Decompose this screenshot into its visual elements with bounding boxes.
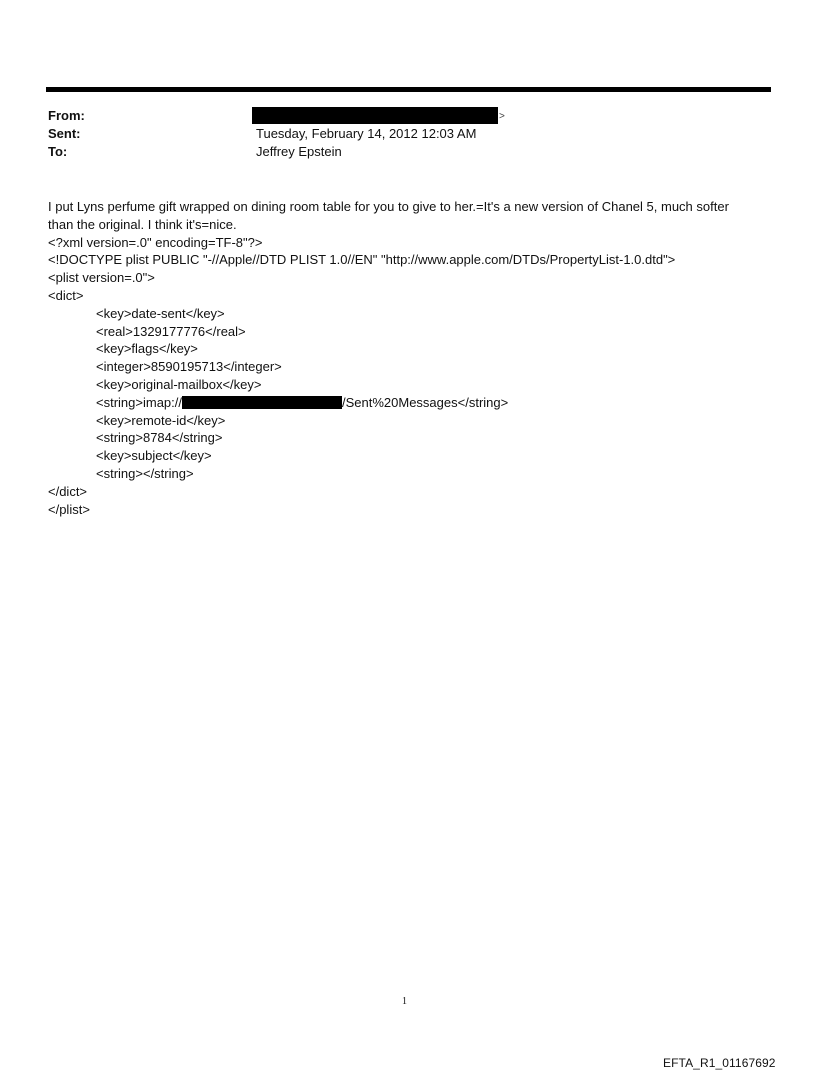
from-redaction-tail: > <box>499 111 505 122</box>
imap-prefix: <string>imap:// <box>96 394 182 410</box>
plist-close-tag: </plist> <box>48 501 90 517</box>
sent-value: Tuesday, February 14, 2012 12:03 AM <box>256 126 477 141</box>
sent-row <box>48 125 768 143</box>
plist-entry: <key>remote-id</key> <box>96 412 226 428</box>
plist-entry: <key>original-mailbox</key> <box>96 376 262 392</box>
plist-entry: <real>1329177776</real> <box>96 323 246 339</box>
plist-entry: <string>8784</string> <box>96 430 223 446</box>
dict-close-tag: </dict> <box>48 483 88 499</box>
xml-declaration: <?xml version=.0" encoding=TF-8"?> <box>48 234 263 250</box>
message-line: I put Lyns perfume gift wrapped on dining room table for you to give to her.=It's a new version of Chanel 5, much softer <box>48 199 729 214</box>
plist-entry: <string></string> <box>96 465 194 481</box>
message-line: than the original. I think it's=nice. <box>48 216 237 232</box>
from-label: From: <box>48 108 85 123</box>
doctype-line: <!DOCTYPE plist PUBLIC "-//Apple//DTD PLIST 1.0//EN" "http://www.apple.com/DTDs/PropertyList-1.0.dtd"> <box>48 252 676 268</box>
email-body <box>48 198 773 518</box>
header-rule <box>46 87 771 92</box>
to-row <box>48 143 768 161</box>
plist-entry: <integer>8590195713</integer> <box>96 359 282 375</box>
plist-entry: <key>subject</key> <box>96 448 212 464</box>
from-row <box>48 107 768 125</box>
email-header <box>48 107 768 161</box>
dict-open-tag: <dict> <box>48 287 84 303</box>
to-value: Jeffrey Epstein <box>256 144 342 159</box>
from-redaction <box>252 107 498 124</box>
bates-number: EFTA_R1_01167692 <box>663 1056 776 1070</box>
plist-entry: <key>date-sent</key> <box>96 305 225 321</box>
plist-entry: <key>flags</key> <box>96 341 198 357</box>
sent-label: Sent: <box>48 126 81 141</box>
page-number: 1 <box>402 996 407 1007</box>
imap-redaction <box>182 396 342 409</box>
imap-suffix: /Sent%20Messages</string> <box>342 394 509 410</box>
plist-open-tag: <plist version=.0"> <box>48 270 155 286</box>
imap-entry <box>48 394 773 412</box>
to-label: To: <box>48 144 68 159</box>
